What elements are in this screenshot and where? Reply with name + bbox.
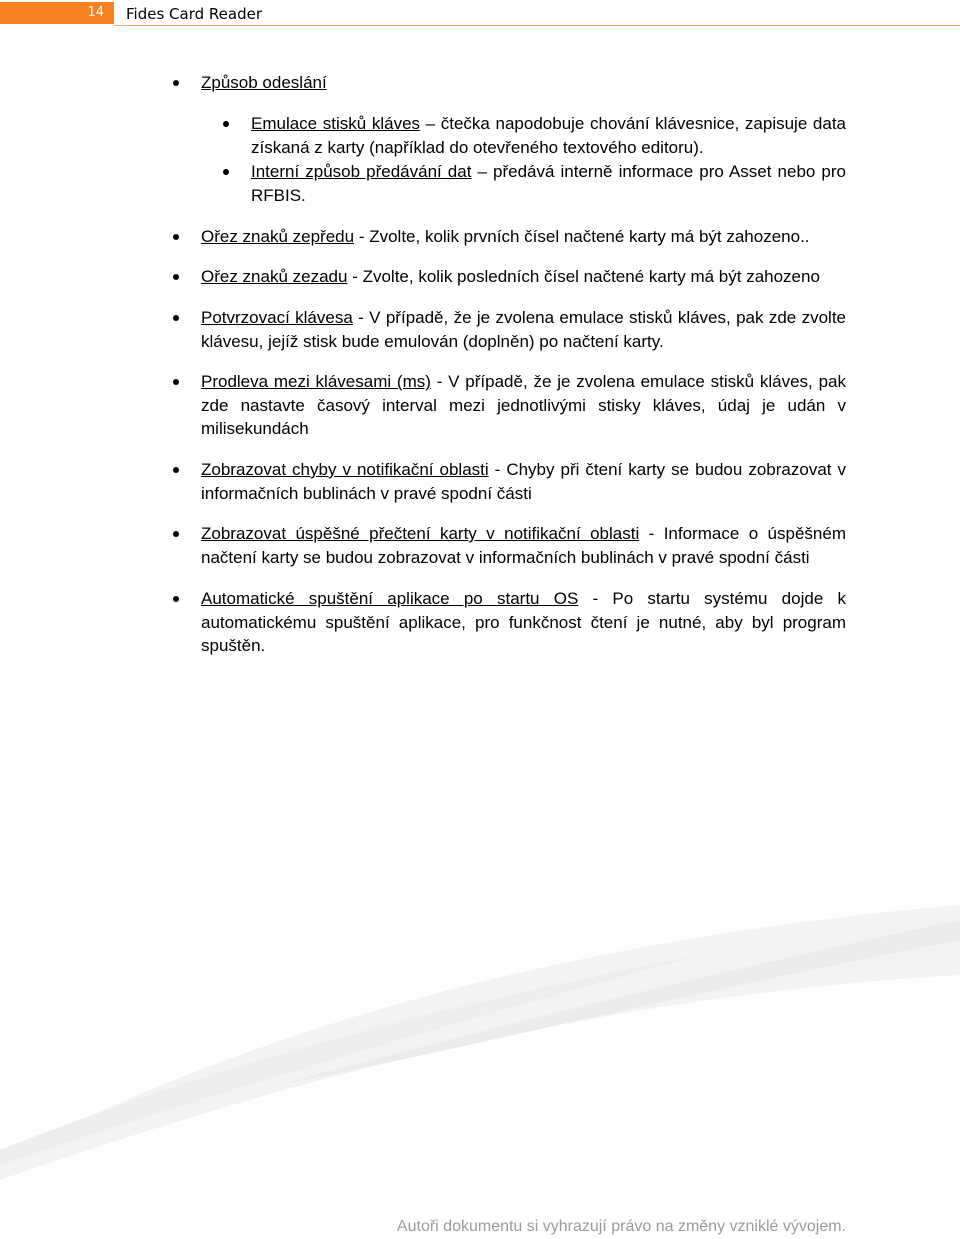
bullet-icon bbox=[173, 234, 179, 240]
item-desc: - Informace o úspěšném načtení karty se budou zobrazovat v informačních bublinách v pravé spodní části bbox=[201, 524, 846, 567]
bullet-icon bbox=[173, 467, 179, 473]
item-desc: - Zvolte, kolik prvních čísel načtené karty má být zahozeno.. bbox=[354, 227, 810, 246]
list-item bbox=[201, 370, 846, 441]
item-desc: - Zvolte, kolik posledních čísel načtené karty má být zahozeno bbox=[347, 267, 820, 286]
list-item bbox=[201, 71, 846, 95]
item-term: Ořez znaků zepředu bbox=[201, 227, 355, 246]
list-item bbox=[201, 458, 846, 505]
bullet-icon bbox=[173, 315, 179, 321]
item-desc: – čtečka napodobuje chování klávesnice, zapisuje data získaná z karty (například do otevřeného textového editoru). bbox=[251, 114, 846, 157]
bullet-icon bbox=[223, 121, 229, 127]
item-term: Zobrazovat úspěšné přečtení karty v notifikační oblasti bbox=[201, 524, 640, 543]
footer-note: Autoři dokumentu si vyhrazují právo na změny vzniklé vývojem. bbox=[396, 1218, 846, 1235]
item-term: Ořez znaků zezadu bbox=[201, 267, 348, 286]
list-item bbox=[201, 522, 846, 569]
item-desc: - V případě, že je zvolena emulace stisků kláves, pak zde zvolte klávesu, jejíž stisk bude emulován (doplněn) po načtení karty. bbox=[201, 308, 846, 351]
list-item bbox=[201, 306, 846, 353]
item-desc: – předává interně informace pro Asset nebo pro RFBIS. bbox=[251, 162, 846, 205]
bullet-icon bbox=[173, 596, 179, 602]
page-number-badge bbox=[0, 2, 114, 24]
item-term: Způsob odeslání bbox=[201, 73, 327, 92]
page-number: 14 bbox=[87, 5, 104, 20]
bullet-icon bbox=[173, 531, 179, 537]
bullet-icon bbox=[173, 274, 179, 280]
item-term: Emulace stisků kláves bbox=[251, 114, 421, 133]
list-item bbox=[251, 112, 846, 159]
item-desc: - Chyby při čtení karty se budou zobrazovat v informačních bublinách v pravé spodní části bbox=[201, 460, 847, 503]
bullet-icon bbox=[173, 379, 179, 385]
item-term: Prodleva mezi klávesami (ms) bbox=[201, 372, 431, 391]
bullet-icon bbox=[223, 169, 229, 175]
item-desc: - V případě, že je zvolena emulace stisků kláves, pak zde nastavte časový interval mezi jednotlivými stisky kláves, údaj je udán v milisekundách bbox=[201, 372, 846, 438]
item-term: Potvrzovací klávesa bbox=[201, 308, 353, 327]
item-term: Automatické spuštění aplikace po startu OS bbox=[201, 589, 579, 608]
item-desc: - Po startu systému dojde k automatickému spuštění aplikace, pro funkčnost čtení je nutné, aby byl program spuštěn. bbox=[201, 589, 846, 655]
background-swoosh-decoration bbox=[0, 880, 960, 1210]
page-header bbox=[0, 0, 960, 30]
list-item bbox=[201, 225, 846, 249]
header-divider bbox=[114, 25, 960, 26]
list-item bbox=[251, 160, 846, 207]
list-item bbox=[201, 587, 846, 658]
item-term: Zobrazovat chyby v notifikační oblasti bbox=[201, 460, 489, 479]
document-title: Fides Card Reader bbox=[126, 5, 262, 23]
item-term: Interní způsob předávání dat bbox=[251, 162, 472, 181]
bullet-icon bbox=[173, 80, 179, 86]
list-item bbox=[201, 265, 846, 289]
